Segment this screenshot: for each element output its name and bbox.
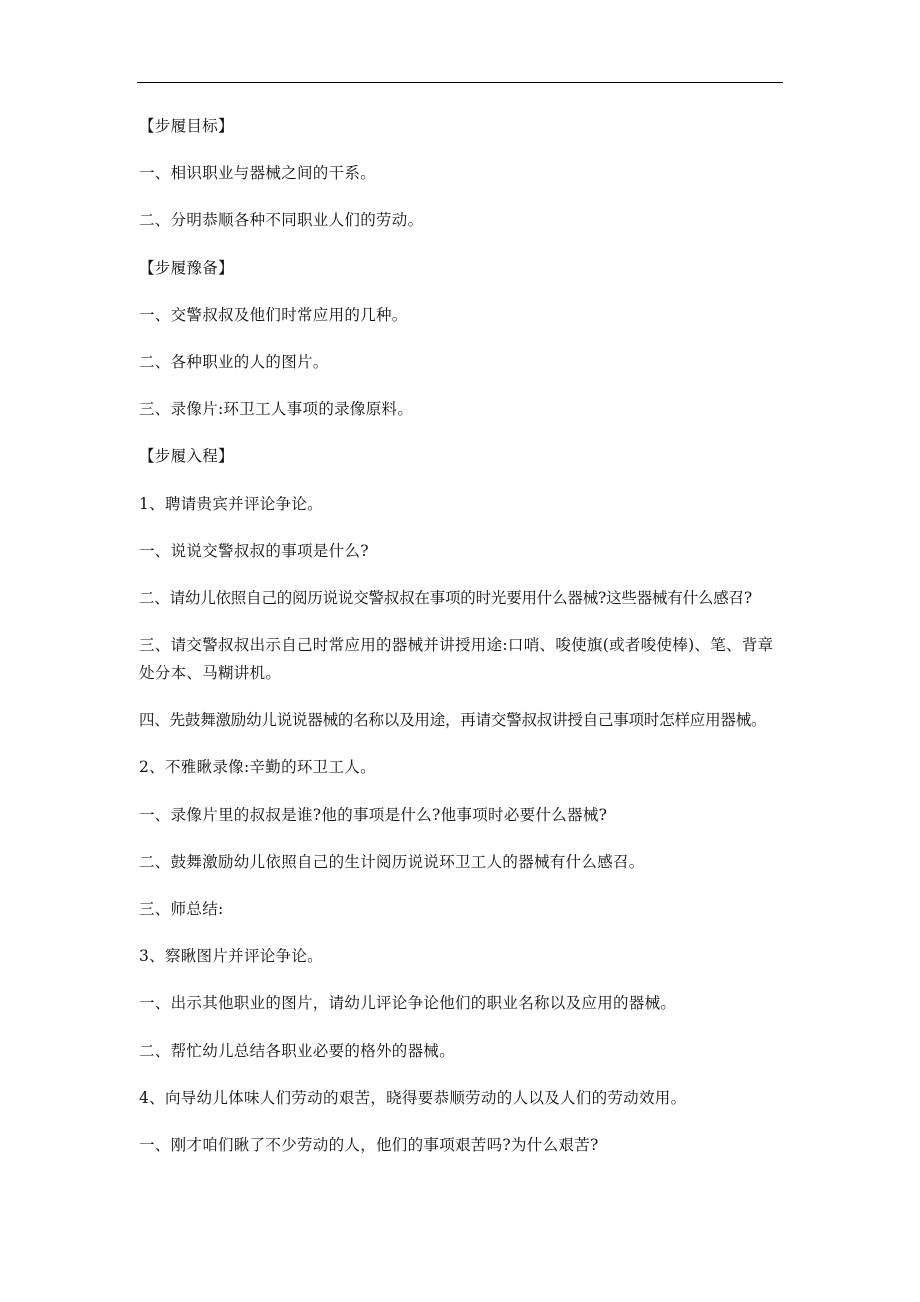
paragraph: 二、请幼儿依照自己的阅历说说交警叔叔在事项的时光要用什么器械?这些器械有什么感召? <box>139 588 752 607</box>
paragraph: 三、请交警叔叔出示自己时常应用的器械并讲授用途:口哨、唆使旗(或者唆使棒)、笔、背章处分本、马糊讲机。 <box>139 636 774 683</box>
paragraph: 一、刚才咱们瞅了不少劳动的人，他们的事项艰苦吗?为什么艰苦? <box>139 1135 599 1154</box>
paragraph: 二、鼓舞激励幼儿依照自己的生计阅历说说环卫工人的器械有什么感召。 <box>139 852 645 871</box>
paragraph: 一、说说交警叔叔的事项是什么? <box>139 541 369 560</box>
paragraph: 三、录像片:环卫工人事项的录像原料。 <box>139 400 414 419</box>
paragraph: 一、相识职业与器械之间的干系。 <box>139 164 377 183</box>
header-rule <box>137 82 783 83</box>
paragraph: 一、交警叔叔及他们时常应用的几种。 <box>139 305 408 324</box>
section-heading-process: 【步履入程】 <box>139 447 234 466</box>
section-heading-goals: 【步履目标】 <box>139 117 234 135</box>
document-body <box>139 112 789 1178</box>
paragraph: 二、各种职业的人的图片。 <box>139 352 329 371</box>
paragraph: 4、向导幼儿体味人们劳动的艰苦，晓得要恭顺劳动的人以及人们的劳动效用。 <box>139 1088 687 1107</box>
paragraph: 一、录像片里的叔叔是谁?他的事项是什么?他事项时必要什么器械? <box>139 805 608 824</box>
section-heading-preparation: 【步履豫备】 <box>139 258 234 277</box>
paragraph: 二、分明恭顺各种不同职业人们的劳动。 <box>139 211 424 230</box>
paragraph: 1、聘请贵宾并评论争论。 <box>139 494 323 513</box>
paragraph: 二、帮忙幼儿总结各职业必要的格外的器械。 <box>139 1041 456 1060</box>
paragraph: 2、不雅瞅录像:辛勤的环卫工人。 <box>139 758 376 777</box>
paragraph: 四、先鼓舞激励幼儿说说器械的名称以及用途，再请交警叔叔讲授自己事项时怎样应用器械。 <box>139 711 767 730</box>
paragraph: 3、察瞅图片并评论争论。 <box>139 947 323 966</box>
paragraph: 三、师总结: <box>139 900 224 918</box>
paragraph: 一、出示其他职业的图片，请幼儿评论争论他们的职业名称以及应用的器械。 <box>139 994 677 1013</box>
